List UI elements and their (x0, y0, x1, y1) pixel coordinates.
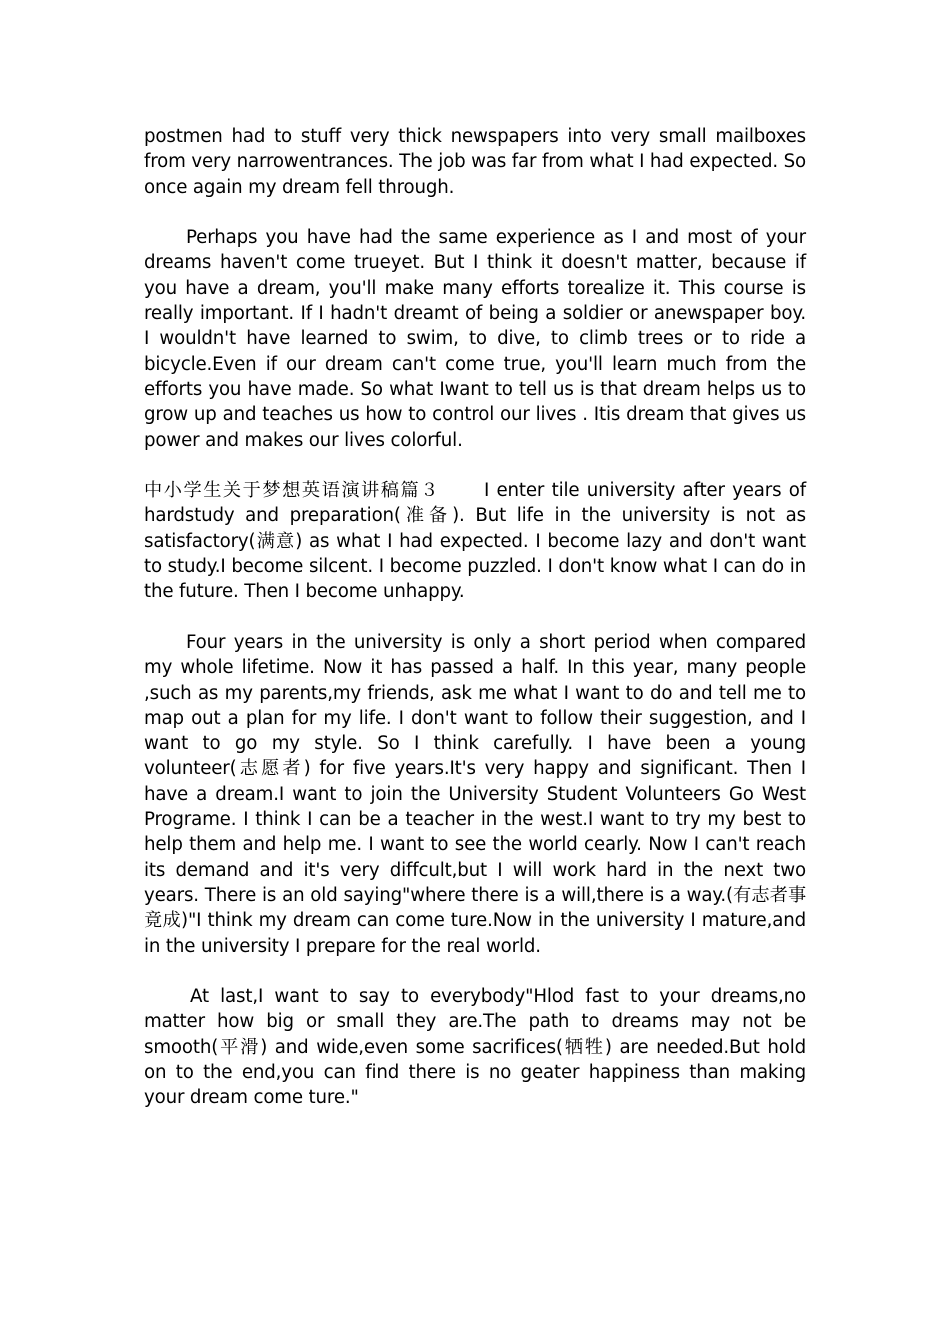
paragraph-experience: Perhaps you have had the same experience as I and most of your dreams haven't come trueyet. But I think it doesn't matter, because if you have a dream, you'll make many efforts torealize it. This course is really important. If I hadn't dreamt of being a soldier or anewspaper boy. I wouldn't have learned to swim, to dive, to climb trees or to ride a bicycle.Even if our dream can't come true, you'll learn much from the efforts you have made. So what Iwant to tell us is that dream helps us to grow up and teaches us how to control our lives . Itis dream that gives us power and makes our lives colorful. (144, 227, 806, 451)
heading-gap (440, 480, 484, 501)
paragraph-postmen: postmen had to stuff very thick newspapers into very small mailboxes from very narrowentrances. The job was far from what I had expected. So once again my dream fell through. (144, 126, 806, 198)
paragraph-university-text: I enter tile university after years of hardstudy and preparation(准备). But life in the university is not as satisfactory(满意) as what I had expected. I become lazy and don't want to study.I become silcent. I become puzzled. I don't know what I can do in the future. Then I become unhappy. (144, 480, 806, 603)
paragraph-four-years: Four years in the university is only a short period when compared my whole lifetime. Now it has passed a half. In this year, many people ,such as my parents,my friends, ask me what I want to do and tell me to map out a plan for my life. I don't want to follow their suggestion, and I want to go my style. So I think carefully. I have been a young volunteer(志愿者) for five years.It's very happy and significant. Then I have a dream.I want to join the University Student Volunteers Go West Programe. I think I can be a teacher in the west.I want to try my best to help them and help me. I want to see the world cearly. Now I can't reach its demand and it's very diffcult,but I will work hard in the next two years. There is an old saying"where there is a will,there is a way.(有志者事竟成)"I think my dream can come ture.Now in the university I mature,and in the university I prepare for the real world. (144, 631, 806, 957)
document-page (144, 124, 806, 1136)
paragraph-university (144, 478, 806, 604)
paragraph-at-last: At last,I want to say to everybody"Hlod fast to your dreams,no matter how big or small they are.The path to dreams may not be smooth(平滑) and wide,even some sacrifices(牺牲) are needed.But hold on to the end,you can find there is no geater happiness than making your dream come ture." (144, 986, 806, 1109)
section-heading: 中小学生关于梦想英语演讲稿篇３ (144, 480, 440, 502)
